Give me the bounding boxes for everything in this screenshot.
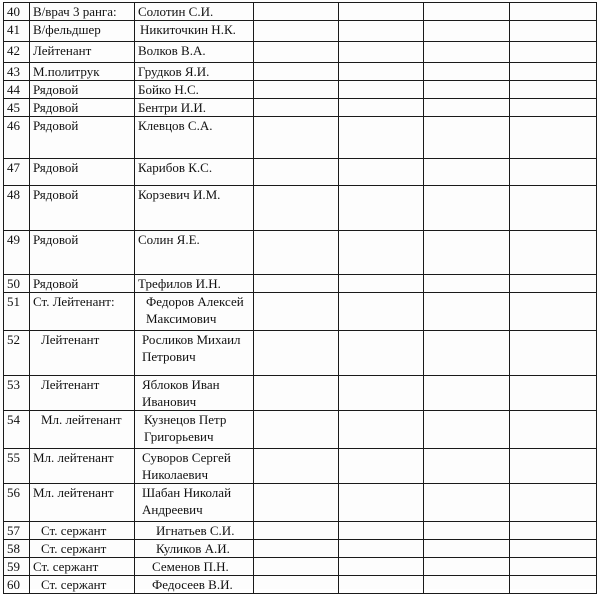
empty-cell: [254, 42, 339, 63]
empty-cell: [339, 99, 424, 117]
empty-cell: [254, 159, 339, 186]
personnel-table: [3, 2, 597, 594]
empty-cell: [424, 63, 510, 81]
empty-cell: [339, 522, 424, 540]
empty-cell: [339, 63, 424, 81]
table-row: [4, 522, 597, 540]
empty-cell: [510, 449, 597, 484]
row-number: 53: [4, 376, 30, 411]
empty-cell: [339, 117, 424, 159]
empty-cell: [254, 186, 339, 231]
empty-cell: [510, 159, 597, 186]
empty-cell: [424, 376, 510, 411]
empty-cell: [510, 231, 597, 275]
empty-cell: [254, 484, 339, 522]
name-cell: Трефилов И.Н.: [135, 275, 254, 293]
name-cell: Игнатьев С.И.: [135, 522, 254, 540]
empty-cell: [510, 42, 597, 63]
empty-cell: [510, 63, 597, 81]
empty-cell: [254, 449, 339, 484]
name-cell: Клевцов С.А.: [135, 117, 254, 159]
empty-cell: [424, 21, 510, 42]
empty-cell: [339, 293, 424, 331]
empty-cell: [424, 293, 510, 331]
rank-cell: Рядовой: [30, 159, 135, 186]
name-cell: Кузнецов Петр Григорьевич: [135, 411, 254, 449]
empty-cell: [339, 159, 424, 186]
row-number: 52: [4, 331, 30, 376]
name-cell: Корзевич И.М.: [135, 186, 254, 231]
empty-cell: [510, 484, 597, 522]
table-row: [4, 449, 597, 484]
empty-cell: [254, 275, 339, 293]
rank-cell: Рядовой: [30, 186, 135, 231]
name-cell: Федосеев В.И.: [135, 576, 254, 594]
table-row: [4, 376, 597, 411]
row-number: 54: [4, 411, 30, 449]
row-number: 47: [4, 159, 30, 186]
table-row: [4, 275, 597, 293]
row-number: 41: [4, 21, 30, 42]
empty-cell: [510, 21, 597, 42]
empty-cell: [254, 293, 339, 331]
empty-cell: [339, 376, 424, 411]
rank-cell: Мл. лейтенант: [30, 484, 135, 522]
table-row: [4, 576, 597, 594]
empty-cell: [339, 21, 424, 42]
row-number: 58: [4, 540, 30, 558]
name-cell: Шабан Николай Андреевич: [135, 484, 254, 522]
empty-cell: [254, 376, 339, 411]
empty-cell: [424, 99, 510, 117]
table-row: [4, 42, 597, 63]
empty-cell: [339, 275, 424, 293]
empty-cell: [510, 376, 597, 411]
name-cell: Росликов Михаил Петрович: [135, 331, 254, 376]
table-row: [4, 159, 597, 186]
table-row: [4, 331, 597, 376]
rank-cell: В/врач 3 ранга:: [30, 3, 135, 21]
empty-cell: [510, 522, 597, 540]
name-cell: Куликов А.И.: [135, 540, 254, 558]
row-number: 43: [4, 63, 30, 81]
rank-cell: Рядовой: [30, 117, 135, 159]
name-cell: Карибов К.С.: [135, 159, 254, 186]
empty-cell: [339, 558, 424, 576]
empty-cell: [424, 522, 510, 540]
personnel-table-body: [4, 3, 597, 594]
name-cell: Грудков Я.И.: [135, 63, 254, 81]
name-cell: Федоров Алексей Максимович: [135, 293, 254, 331]
empty-cell: [254, 63, 339, 81]
empty-cell: [339, 42, 424, 63]
empty-cell: [424, 231, 510, 275]
empty-cell: [510, 576, 597, 594]
empty-cell: [339, 449, 424, 484]
empty-cell: [424, 186, 510, 231]
rank-cell: Ст. сержант: [30, 576, 135, 594]
empty-cell: [254, 558, 339, 576]
empty-cell: [339, 331, 424, 376]
row-number: 57: [4, 522, 30, 540]
name-cell: Солотин С.И.: [135, 3, 254, 21]
empty-cell: [424, 576, 510, 594]
empty-cell: [339, 540, 424, 558]
row-number: 59: [4, 558, 30, 576]
name-cell: Бойко Н.С.: [135, 81, 254, 99]
row-number: 40: [4, 3, 30, 21]
empty-cell: [254, 540, 339, 558]
row-number: 51: [4, 293, 30, 331]
empty-cell: [510, 186, 597, 231]
rank-cell: Ст. Лейтенант:: [30, 293, 135, 331]
row-number: 49: [4, 231, 30, 275]
empty-cell: [339, 411, 424, 449]
row-number: 60: [4, 576, 30, 594]
empty-cell: [339, 186, 424, 231]
rank-cell: Лейтенант: [30, 376, 135, 411]
empty-cell: [424, 3, 510, 21]
table-row: [4, 81, 597, 99]
empty-cell: [254, 331, 339, 376]
empty-cell: [339, 484, 424, 522]
empty-cell: [254, 522, 339, 540]
empty-cell: [424, 159, 510, 186]
empty-cell: [510, 293, 597, 331]
empty-cell: [254, 231, 339, 275]
table-row: [4, 21, 597, 42]
empty-cell: [510, 411, 597, 449]
rank-cell: Ст. сержант: [30, 540, 135, 558]
row-number: 44: [4, 81, 30, 99]
row-number: 48: [4, 186, 30, 231]
empty-cell: [424, 117, 510, 159]
empty-cell: [510, 117, 597, 159]
empty-cell: [254, 3, 339, 21]
empty-cell: [424, 449, 510, 484]
empty-cell: [254, 21, 339, 42]
empty-cell: [339, 3, 424, 21]
empty-cell: [424, 81, 510, 99]
empty-cell: [424, 540, 510, 558]
rank-cell: Ст. сержант: [30, 522, 135, 540]
name-cell: Никиточкин Н.К.: [135, 21, 254, 42]
rank-cell: М.политрук: [30, 63, 135, 81]
empty-cell: [510, 81, 597, 99]
empty-cell: [510, 275, 597, 293]
rank-cell: Мл. лейтенант: [30, 411, 135, 449]
row-number: 55: [4, 449, 30, 484]
rank-cell: Рядовой: [30, 81, 135, 99]
empty-cell: [424, 275, 510, 293]
table-row: [4, 3, 597, 21]
rank-cell: Лейтенант: [30, 331, 135, 376]
empty-cell: [510, 99, 597, 117]
name-cell: Бентри И.И.: [135, 99, 254, 117]
rank-cell: В/фельдшер: [30, 21, 135, 42]
name-cell: Волков В.А.: [135, 42, 254, 63]
empty-cell: [254, 81, 339, 99]
table-row: [4, 558, 597, 576]
empty-cell: [424, 42, 510, 63]
empty-cell: [254, 576, 339, 594]
rank-cell: Ст. сержант: [30, 558, 135, 576]
empty-cell: [424, 558, 510, 576]
row-number: 50: [4, 275, 30, 293]
table-row: [4, 411, 597, 449]
name-cell: Семенов П.Н.: [135, 558, 254, 576]
row-number: 45: [4, 99, 30, 117]
empty-cell: [339, 576, 424, 594]
rank-cell: Рядовой: [30, 275, 135, 293]
empty-cell: [424, 484, 510, 522]
table-row: [4, 231, 597, 275]
table-row: [4, 99, 597, 117]
name-cell: Яблоков Иван Иванович: [135, 376, 254, 411]
rank-cell: Лейтенант: [30, 42, 135, 63]
empty-cell: [510, 540, 597, 558]
empty-cell: [510, 331, 597, 376]
empty-cell: [254, 117, 339, 159]
empty-cell: [339, 231, 424, 275]
table-row: [4, 484, 597, 522]
empty-cell: [424, 331, 510, 376]
table-row: [4, 186, 597, 231]
name-cell: Солин Я.Е.: [135, 231, 254, 275]
rank-cell: Рядовой: [30, 99, 135, 117]
table-row: [4, 293, 597, 331]
empty-cell: [424, 411, 510, 449]
name-cell: Суворов Сергей Николаевич: [135, 449, 254, 484]
table-row: [4, 63, 597, 81]
table-row: [4, 540, 597, 558]
row-number: 46: [4, 117, 30, 159]
row-number: 42: [4, 42, 30, 63]
empty-cell: [510, 3, 597, 21]
rank-cell: Мл. лейтенант: [30, 449, 135, 484]
empty-cell: [254, 99, 339, 117]
empty-cell: [254, 411, 339, 449]
table-row: [4, 117, 597, 159]
rank-cell: Рядовой: [30, 231, 135, 275]
row-number: 56: [4, 484, 30, 522]
empty-cell: [510, 558, 597, 576]
empty-cell: [339, 81, 424, 99]
